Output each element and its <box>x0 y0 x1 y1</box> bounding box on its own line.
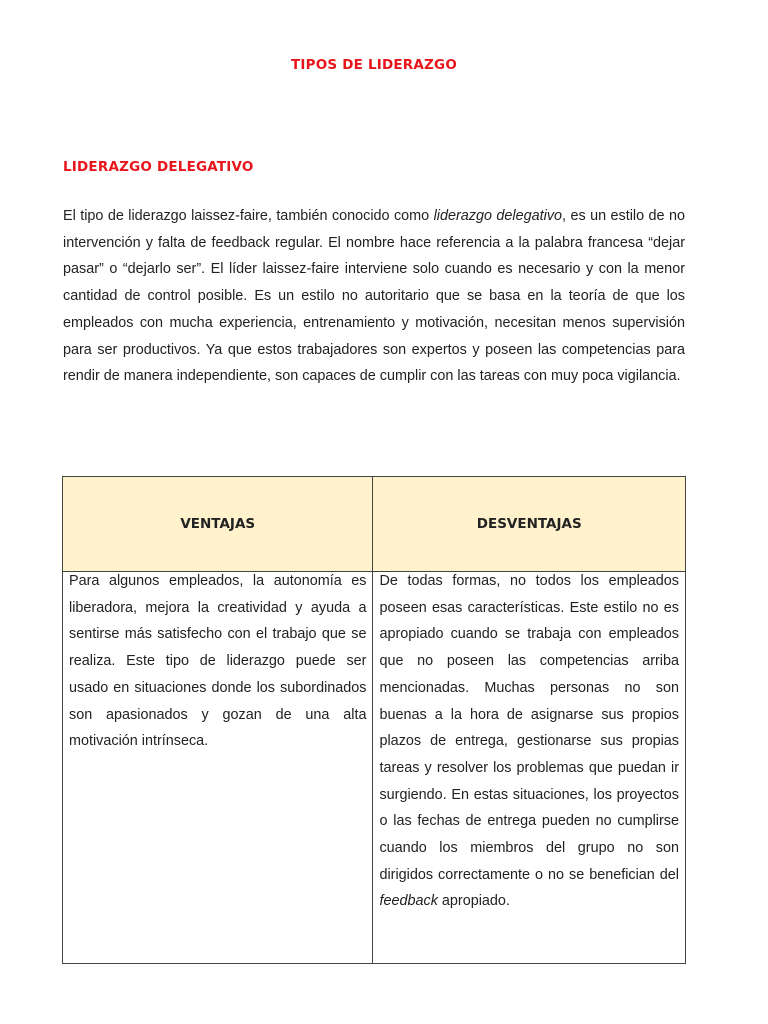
disadvantages-text-part2: apropiado. <box>437 893 510 910</box>
disadvantages-text-part1: De todas formas, no todos los empleados poseen esas características. Este estilo no es apropiado cuando se trabaja con empleados que no poseen las competencias arriba mencionadas. Muchas personas no son buenas a la hora de asignarse sus propios plazos de entrega, gestionarse sus propias tareas y resolver los problemas que puedan ir surgiendo. En estas situaciones, los proyectos o las fechas de entrega pueden no cumplirse cuando los miembros del grupo no son dirigidos correctamente o no se benefician del <box>379 573 679 883</box>
intro-paragraph <box>63 203 685 390</box>
document-title: TIPOS DE LIDERAZGO <box>291 57 457 73</box>
advantages-cell <box>63 572 373 964</box>
table-header-row <box>63 477 686 572</box>
disadvantages-emphasis: feedback <box>379 893 438 910</box>
disadvantages-text <box>379 568 679 915</box>
intro-text-part2: , es un estilo de no intervención y falta de feedback regular. El nombre hace referencia a la palabra francesa “dejar pasar” o “dejarlo ser”. El líder laissez-faire interviene solo cuando es necesario y con la menor cantidad de control posible. Es un estilo no autoritario que se basa en la teoría de que los empleados con mucha experiencia, entrenamiento y motivación, necesitan menos supervisión para ser productivos. Ya que estos trabajadores son expertos y poseen las competencias para rendir de manera independiente, son capaces de cumplir con las tareas con muy poca vigilancia. <box>63 208 685 385</box>
header-advantages: VENTAJAS <box>63 477 373 572</box>
intro-emphasis: liderazgo delegativo <box>433 208 563 224</box>
intro-text-part1: El tipo de liderazgo laissez-faire, también conocido como <box>63 208 434 224</box>
advantages-text: Para algunos empleados, la autonomía es liberadora, mejora la creatividad y ayuda a sentirse más satisfecho con el trabajo que se realiza. Este tipo de liderazgo puede ser usado en situaciones donde los subordinados son apasionados y gozan de una alta motivación intrínseca. <box>69 573 367 750</box>
table-row <box>63 572 686 964</box>
comparison-table <box>62 476 686 964</box>
section-heading: LIDERAZGO DELEGATIVO <box>63 159 254 175</box>
disadvantages-cell <box>373 572 686 964</box>
header-disadvantages: DESVENTAJAS <box>373 477 686 572</box>
